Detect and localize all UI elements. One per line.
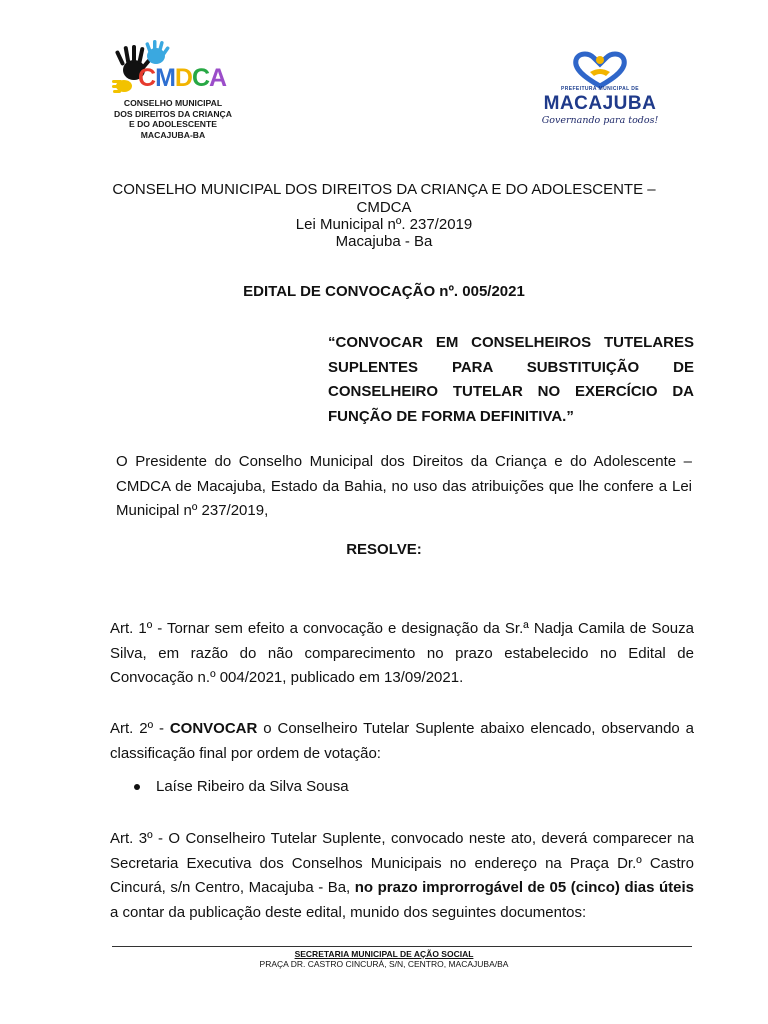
article-2	[110, 717, 694, 766]
article-1: Art. 1º - Tornar sem efeito a convocação e designação da Sr.ª Nadja Camila de Souza Silva, em razão do não comparecimento no prazo estabelecido no Edital de Convocação n.º 004/2021, publicado em 13/09/2021.	[110, 620, 694, 686]
article-2-prefix: Art. 2º -	[110, 720, 170, 737]
article-3	[110, 827, 694, 925]
logo-line: MACAJUBA-BA	[140, 129, 206, 140]
header-law: Lei Municipal nº. 237/2019	[295, 216, 473, 233]
article-3-text: Art. 3º - O Conselheiro Tutelar Suplente, convocado neste ato, deverá comparecer na Secretaria Executiva dos Conselhos Municipais no endereço na Praça Dr.º Castro Cincurá, s/n Centro, Macajuba - Ba,	[110, 830, 694, 896]
header-line-2: CMDCA	[356, 199, 412, 216]
cmdca-logo	[112, 40, 234, 144]
heart-emblem-icon	[534, 50, 666, 90]
header-line-1: CONSELHO MUNICIPAL DOS DIREITOS DA CRIANÇA E DO ADOLESCENTE –	[112, 181, 656, 198]
logo-slogan: Governando para todos!	[541, 115, 659, 126]
list-item: Laíse Ribeiro da Silva Sousa	[156, 778, 349, 795]
macajuba-logo	[534, 50, 666, 136]
article-3-bold: no prazo improrrogável de 05 (cinco) dias úteis	[354, 879, 694, 896]
cmdca-wordmark: CMDCA	[138, 64, 227, 92]
ementa-quote: “CONVOCAR EM CONSELHEIROS TUTELARES SUPLENTES PARA SUBSTITUIÇÃO DE CONSELHEIRO TUTELAR NO EXERCÍCIO DA FUNÇÃO DE FORMA DEFINITIVA.”	[328, 334, 694, 425]
logo-city-name: MACAJUBA	[543, 93, 657, 114]
footer-department: SECRETARIA MUNICIPAL DE AÇÃO SOCIAL	[294, 949, 474, 959]
article-2-bold: CONVOCAR	[169, 720, 258, 737]
logo-prefeitura-text: PREFEITURA MUNICIPAL DE	[561, 86, 639, 92]
cmdca-logo-text	[112, 98, 234, 140]
article-3-text-end: a contar da publicação deste edital, munido dos seguintes documentos:	[110, 903, 587, 921]
header-city: Macajuba - Ba	[335, 233, 433, 250]
logo-line: E DO ADOLESCENTE	[128, 119, 217, 129]
edital-title: EDITAL DE CONVOCAÇÃO nº. 005/2021	[243, 283, 525, 300]
logo-line: CONSELHO MUNICIPAL	[123, 98, 223, 108]
resolve-heading: RESOLVE:	[346, 541, 422, 558]
preamble-paragraph: O Presidente do Conselho Municipal dos Direitos da Criança e do Adolescente – CMDCA de Macajuba, Estado da Bahia, no uso das atribuições que lhe confere a Lei Municipal nº 237/2019,	[116, 453, 692, 519]
article-2-rest: o Conselheiro Tutelar Suplente abaixo elencado, observando a classificação final por ordem de votação:	[110, 720, 694, 762]
footer-address: PRAÇA DR. CASTRO CINCURÁ, S/N, CENTRO, MACAJUBA/BA	[259, 959, 509, 969]
bullet-icon	[134, 784, 140, 790]
logo-line: DOS DIREITOS DA CRIANÇA	[114, 108, 232, 119]
footer-divider	[112, 946, 692, 947]
